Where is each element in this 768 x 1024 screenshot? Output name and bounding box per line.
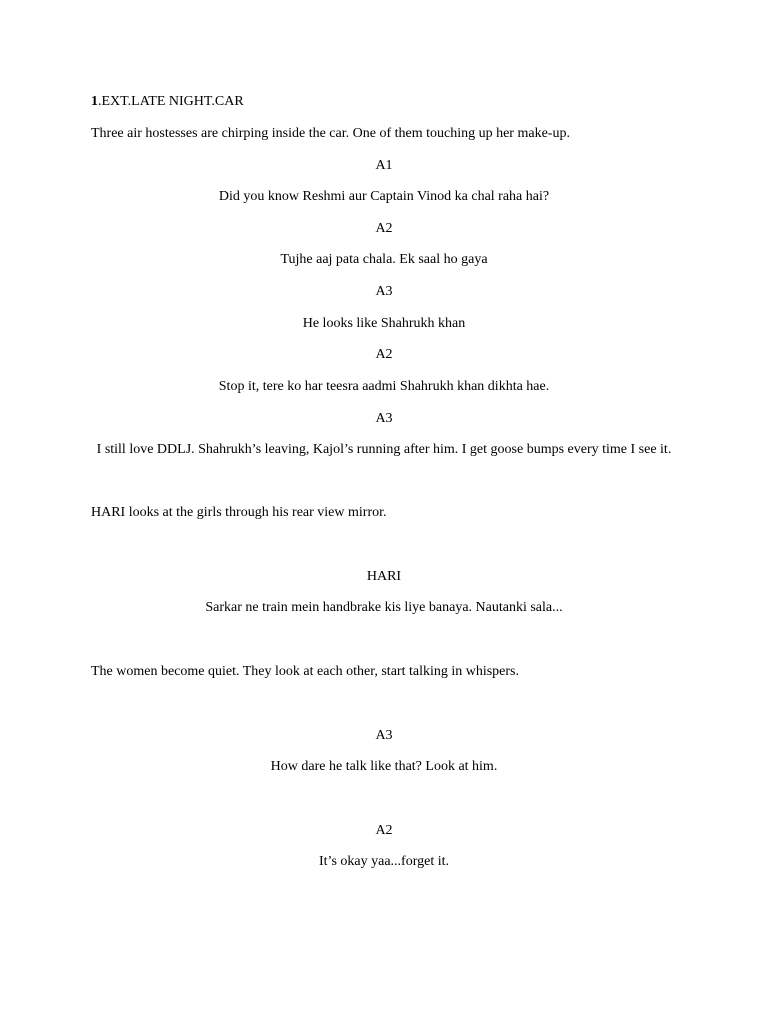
character-name: HARI bbox=[366, 569, 402, 584]
character-name: A3 bbox=[375, 728, 393, 743]
dialogue-line: Stop it, tere ko har teesra aadmi Shahrukh khan dikhta hae. bbox=[218, 379, 550, 394]
dialogue-line: Did you know Reshmi aur Captain Vinod ka chal raha hai? bbox=[218, 189, 550, 204]
character-name: A2 bbox=[375, 347, 393, 362]
scene-heading bbox=[91, 94, 244, 110]
scene-number: 1 bbox=[91, 94, 98, 109]
action-line: HARI looks at the girls through his rear view mirror. bbox=[91, 505, 387, 520]
character-name: A3 bbox=[375, 284, 393, 299]
dialogue-line: I still love DDLJ. Shahrukh’s leaving, Kajol’s running after him. I get goose bumps every time I see it. bbox=[96, 442, 672, 457]
dialogue-line: Tujhe aaj pata chala. Ek saal ho gaya bbox=[280, 252, 488, 267]
scene-heading-text: .EXT.LATE NIGHT.CAR bbox=[98, 94, 244, 109]
dialogue-line: It’s okay yaa...forget it. bbox=[319, 854, 449, 869]
character-name: A1 bbox=[375, 158, 393, 173]
action-line: Three air hostesses are chirping inside the car. One of them touching up her make-up. bbox=[91, 126, 570, 141]
dialogue-line: He looks like Shahrukh khan bbox=[302, 316, 466, 331]
dialogue-line: How dare he talk like that? Look at him. bbox=[270, 759, 498, 774]
character-name: A2 bbox=[375, 221, 393, 236]
character-name: A3 bbox=[375, 411, 393, 426]
character-name: A2 bbox=[375, 823, 393, 838]
action-line: The women become quiet. They look at each other, start talking in whispers. bbox=[91, 664, 520, 679]
dialogue-line: Sarkar ne train mein handbrake kis liye banaya. Nautanki sala... bbox=[205, 600, 563, 615]
